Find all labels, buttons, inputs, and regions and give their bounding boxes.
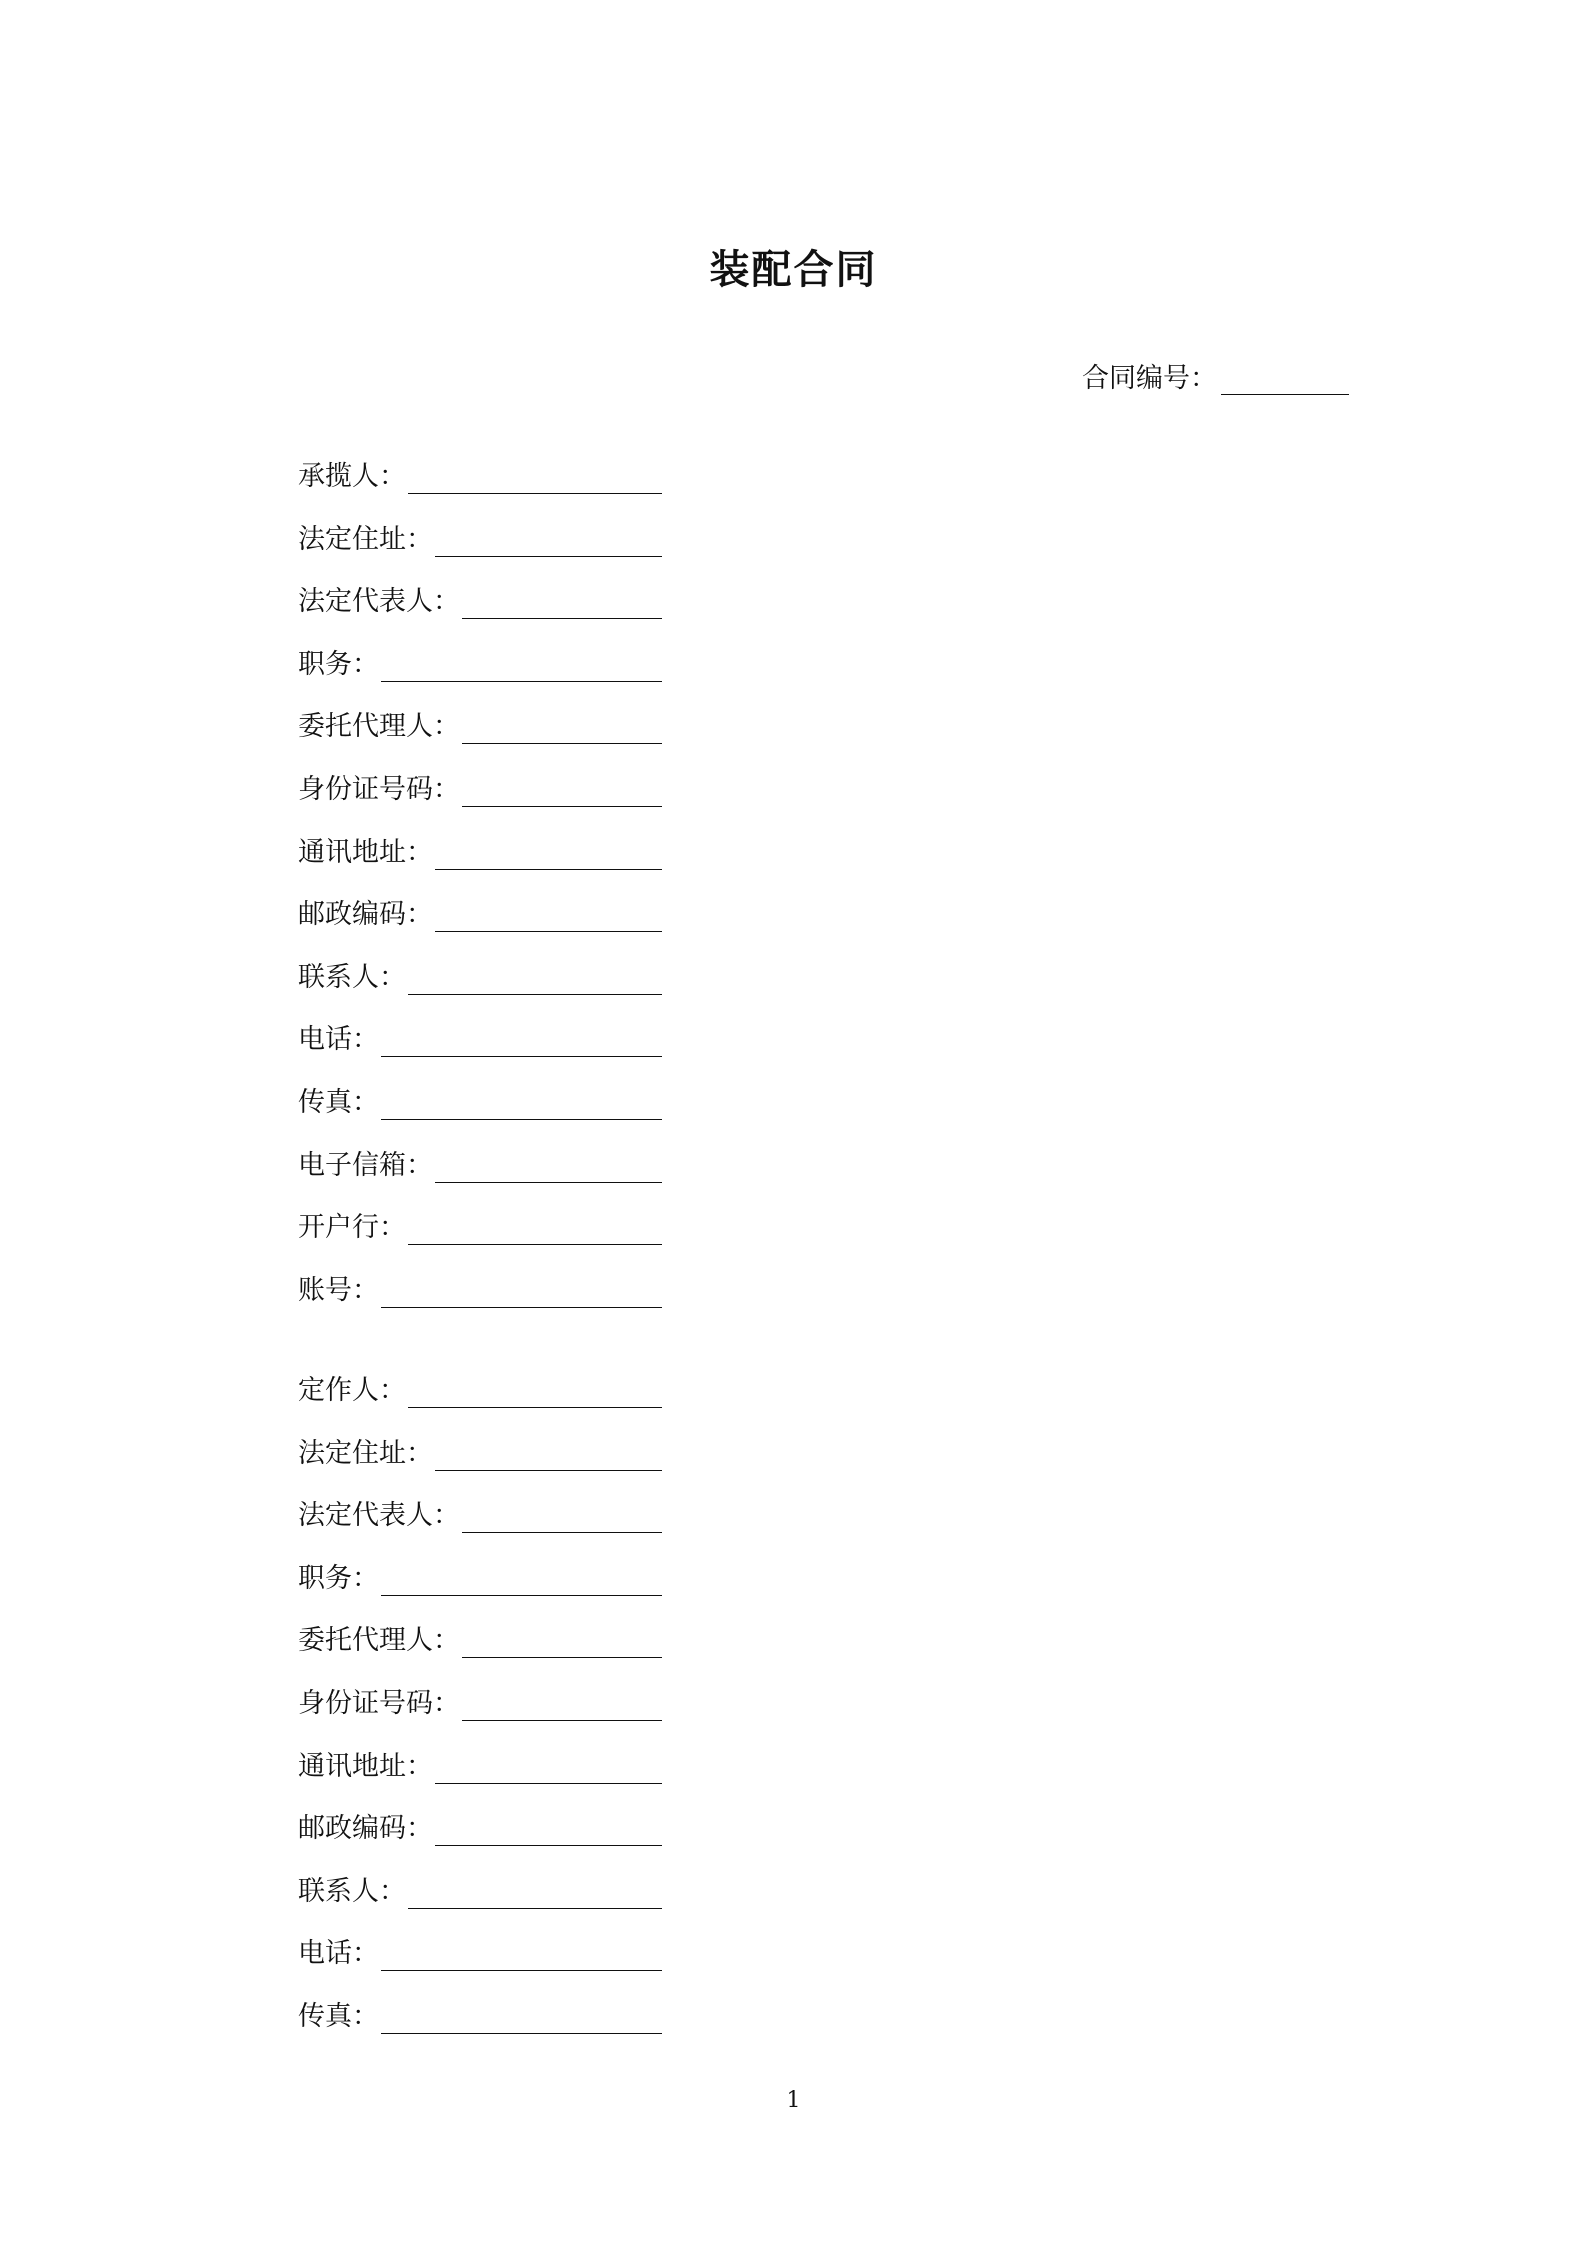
field-row <box>298 959 662 1022</box>
field-label: 传真： <box>298 2000 379 2032</box>
field-blank[interactable] <box>408 1873 662 1909</box>
field-label: 通讯地址： <box>298 836 433 868</box>
field-blank[interactable] <box>408 1209 662 1245</box>
field-row <box>298 1435 662 1498</box>
field-row <box>298 1748 662 1811</box>
field-row <box>298 708 662 771</box>
field-label: 身份证号码： <box>298 773 460 805</box>
field-label: 电子信箱： <box>298 1149 433 1181</box>
field-row <box>298 1084 662 1147</box>
page-number: 1 <box>786 2088 801 2113</box>
field-blank[interactable] <box>462 1622 662 1658</box>
field-label: 身份证号码： <box>298 1687 460 1719</box>
field-label: 法定代表人： <box>298 586 460 618</box>
field-row <box>298 1372 662 1435</box>
field-label: 法定住址： <box>298 523 433 555</box>
field-blank[interactable] <box>435 521 662 557</box>
field-label: 开户行： <box>298 1212 406 1244</box>
field-blank[interactable] <box>381 1272 662 1308</box>
field-label: 邮政编码： <box>298 1813 433 1845</box>
field-blank[interactable] <box>462 1685 662 1721</box>
field-label: 联系人： <box>298 1875 406 1907</box>
contract-number-field <box>1082 356 1349 395</box>
field-label: 法定住址： <box>298 1437 433 1469</box>
field-row <box>298 1497 662 1560</box>
field-row <box>298 1560 662 1623</box>
field-label: 联系人： <box>298 961 406 993</box>
field-row <box>298 1021 662 1084</box>
field-blank[interactable] <box>381 1084 662 1120</box>
field-blank[interactable] <box>435 1810 662 1846</box>
field-row <box>298 458 662 521</box>
field-row <box>298 771 662 834</box>
field-label: 法定代表人： <box>298 1500 460 1532</box>
field-blank[interactable] <box>408 458 662 494</box>
field-blank[interactable] <box>381 646 662 682</box>
field-row <box>298 1935 662 1998</box>
field-label: 委托代理人： <box>298 711 460 743</box>
contract-number-blank[interactable] <box>1221 364 1349 395</box>
field-blank[interactable] <box>408 959 662 995</box>
field-row <box>298 1272 662 1335</box>
field-label: 委托代理人： <box>298 1625 460 1657</box>
field-row <box>298 1622 662 1685</box>
field-row <box>298 1209 662 1272</box>
field-label: 传真： <box>298 1086 379 1118</box>
field-blank[interactable] <box>462 583 662 619</box>
field-blank[interactable] <box>435 834 662 870</box>
field-blank[interactable] <box>462 771 662 807</box>
field-row <box>298 1147 662 1210</box>
field-row <box>298 834 662 897</box>
field-row <box>298 646 662 709</box>
field-blank[interactable] <box>381 1998 662 2034</box>
field-blank[interactable] <box>435 896 662 932</box>
field-blank[interactable] <box>381 1935 662 1971</box>
field-row <box>298 896 662 959</box>
field-row <box>298 583 662 646</box>
field-label: 电话： <box>298 1024 379 1056</box>
field-blank[interactable] <box>408 1372 662 1408</box>
field-blank[interactable] <box>435 1147 662 1183</box>
field-label: 通讯地址： <box>298 1750 433 1782</box>
field-label: 定作人： <box>298 1375 406 1406</box>
field-row <box>298 1998 662 2061</box>
field-row <box>298 1873 662 1936</box>
field-row <box>298 521 662 584</box>
orderer-section <box>298 1372 662 2061</box>
field-blank[interactable] <box>435 1748 662 1784</box>
field-row <box>298 1810 662 1873</box>
field-label: 职务： <box>298 1562 379 1594</box>
field-label: 邮政编码： <box>298 899 433 931</box>
field-blank[interactable] <box>462 1497 662 1533</box>
field-blank[interactable] <box>381 1021 662 1057</box>
field-label: 账号： <box>298 1274 379 1306</box>
field-label: 承揽人： <box>298 461 406 492</box>
field-blank[interactable] <box>435 1435 662 1471</box>
contract-number-label: 合同编号： <box>1082 363 1217 394</box>
field-blank[interactable] <box>381 1560 662 1596</box>
contractor-section <box>298 458 662 1334</box>
document-title: 装配合同 <box>709 246 878 293</box>
field-label: 职务： <box>298 648 379 680</box>
field-row <box>298 1685 662 1748</box>
field-label: 电话： <box>298 1938 379 1970</box>
field-blank[interactable] <box>462 708 662 744</box>
